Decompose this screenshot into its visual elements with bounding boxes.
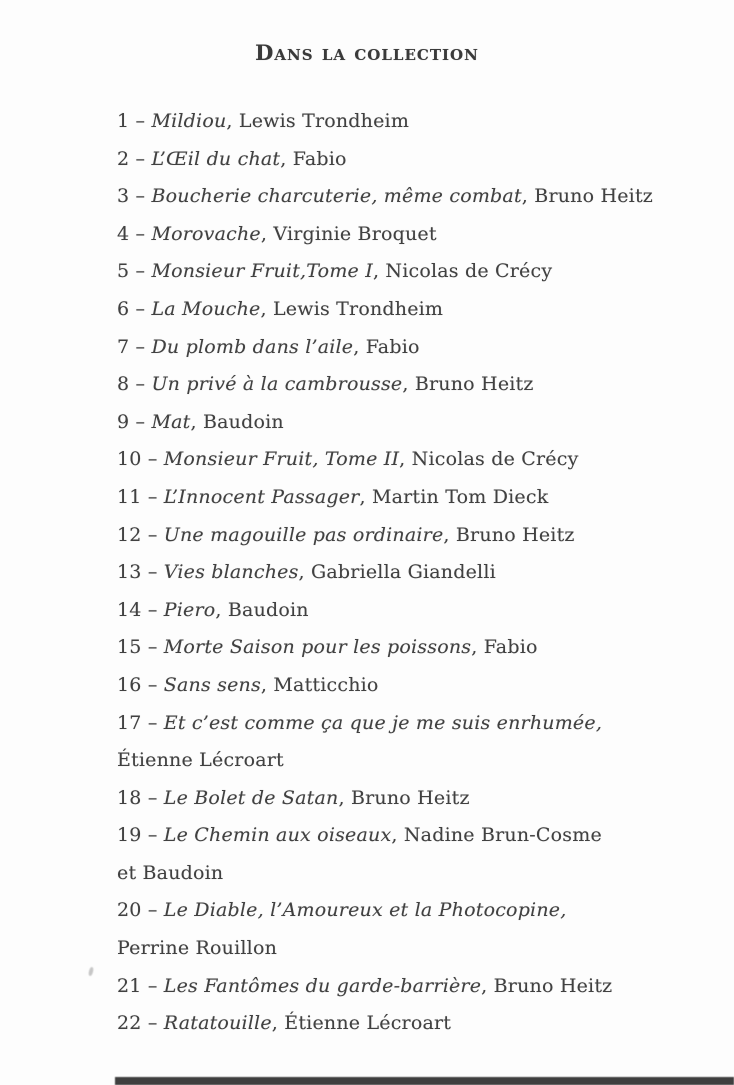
entry-text: , Bruno Heitz <box>402 373 534 396</box>
entry-text: , Bruno Heitz <box>338 786 470 809</box>
book-title: Le Chemin aux oiseaux <box>163 824 392 847</box>
entry-text: 20 – <box>117 899 164 922</box>
book-title: Monsieur Fruit,Tome I <box>151 260 373 283</box>
book-title: Les Fantômes du garde-barrière <box>163 974 482 997</box>
entry-text: , Étienne Lécroart <box>271 1012 452 1035</box>
book-title: Monsieur Fruit, Tome II <box>163 448 400 471</box>
entry-text: 17 – <box>117 711 164 734</box>
list-line <box>117 517 724 555</box>
list-line <box>117 592 724 630</box>
book-title: Morte Saison pour les poissons <box>163 636 472 659</box>
entry-text: 21 – <box>117 974 164 997</box>
entry-text: 9 – <box>117 410 152 433</box>
collection-list <box>117 103 724 1043</box>
book-title: La Mouche <box>151 297 261 320</box>
entry-text: , Lewis Trondheim <box>260 297 444 320</box>
list-line <box>117 892 724 930</box>
page-title: Dans la collection <box>255 40 479 65</box>
book-title: Vies blanches <box>163 561 299 584</box>
entry-text: , Baudoin <box>215 598 309 621</box>
entry-text: , Baudoin <box>190 410 284 433</box>
entry-text: et Baudoin <box>117 861 224 884</box>
list-line <box>117 968 724 1006</box>
book-title: Morovache <box>151 222 261 245</box>
book-title: Du plomb dans l’aile <box>151 335 354 358</box>
list-line <box>117 667 724 705</box>
list-line <box>117 404 724 442</box>
book-title: Le Diable, l’Amoureux et la Photocopine, <box>163 899 567 922</box>
entry-text: , Bruno Heitz <box>481 974 613 997</box>
entry-text: 3 – <box>117 185 152 208</box>
entry-text: , Fabio <box>280 147 347 170</box>
entry-text: , Matticchio <box>260 673 379 696</box>
list-line <box>117 216 724 254</box>
list-line <box>117 780 724 818</box>
entry-text: 14 – <box>117 598 164 621</box>
list-line <box>117 705 724 743</box>
entry-text: , Martin Tom Dieck <box>359 485 549 508</box>
list-line <box>117 141 724 179</box>
entry-text: , Lewis Trondheim <box>226 110 410 132</box>
list-line <box>117 742 724 780</box>
entry-text: , Fabio <box>471 636 538 659</box>
list-line <box>117 817 724 855</box>
entry-text: 7 – <box>117 335 152 358</box>
book-title: Le Bolet de Satan <box>163 786 339 809</box>
entry-text: , Nicolas de Crécy <box>372 260 553 283</box>
list-line <box>117 366 724 404</box>
list-line <box>117 291 724 329</box>
entry-text: 18 – <box>117 786 164 809</box>
book-title: Un privé à la cambrousse <box>151 373 403 396</box>
entry-text: 19 – <box>117 824 164 847</box>
entry-text: Étienne Lécroart <box>117 749 284 772</box>
book-title: Piero <box>163 598 216 621</box>
entry-text: 11 – <box>117 485 164 508</box>
entry-text: 8 – <box>117 373 152 396</box>
list-line <box>117 855 724 893</box>
list-line <box>117 329 724 367</box>
list-line <box>117 178 724 216</box>
scan-edge-artifact <box>115 1077 734 1085</box>
entry-text: , Virginie Broquet <box>260 222 437 245</box>
entry-text: , Nicolas de Crécy <box>399 448 579 471</box>
entry-text: 4 – <box>117 222 152 245</box>
list-line <box>117 629 724 667</box>
book-title: Boucherie charcuterie, même combat <box>151 185 522 208</box>
entry-text: 12 – <box>117 523 164 546</box>
list-line <box>117 441 724 479</box>
entry-text: 16 – <box>117 673 164 696</box>
entry-text: Perrine Rouillon <box>117 937 278 960</box>
book-title: L’Œil du chat <box>151 147 281 170</box>
book-title: Une magouille pas ordinaire <box>163 523 444 546</box>
list-line <box>117 103 724 141</box>
book-title: Mildiou <box>151 110 227 132</box>
book-title: L’Innocent Passager <box>163 485 360 508</box>
book-title: Mat <box>151 410 191 433</box>
list-line <box>117 479 724 517</box>
entry-text: 22 – <box>117 1012 164 1035</box>
entry-text: , Fabio <box>353 335 420 358</box>
entry-text: 2 – <box>117 147 152 170</box>
entry-text: 13 – <box>117 561 164 584</box>
list-line <box>117 253 724 291</box>
list-line <box>117 554 724 592</box>
entry-text: 10 – <box>117 448 164 471</box>
book-title: Et c’est comme ça que je me suis enrhumée, <box>163 711 603 734</box>
book-title: Sans sens <box>163 673 261 696</box>
book-title: Ratatouille <box>163 1012 272 1035</box>
entry-text: , Bruno Heitz <box>521 185 654 208</box>
list-line <box>117 930 724 968</box>
entry-text: 5 – <box>117 260 152 283</box>
entry-text: 15 – <box>117 636 164 659</box>
list-line <box>117 1005 724 1043</box>
entry-text: 6 – <box>117 297 152 320</box>
entry-text: , Bruno Heitz <box>443 523 575 546</box>
entry-text: , Nadine Brun-Cosme <box>391 824 602 847</box>
scan-speck-artifact <box>88 967 94 977</box>
entry-text: , Gabriella Giandelli <box>298 561 496 584</box>
entry-text: 1 – <box>117 110 152 132</box>
